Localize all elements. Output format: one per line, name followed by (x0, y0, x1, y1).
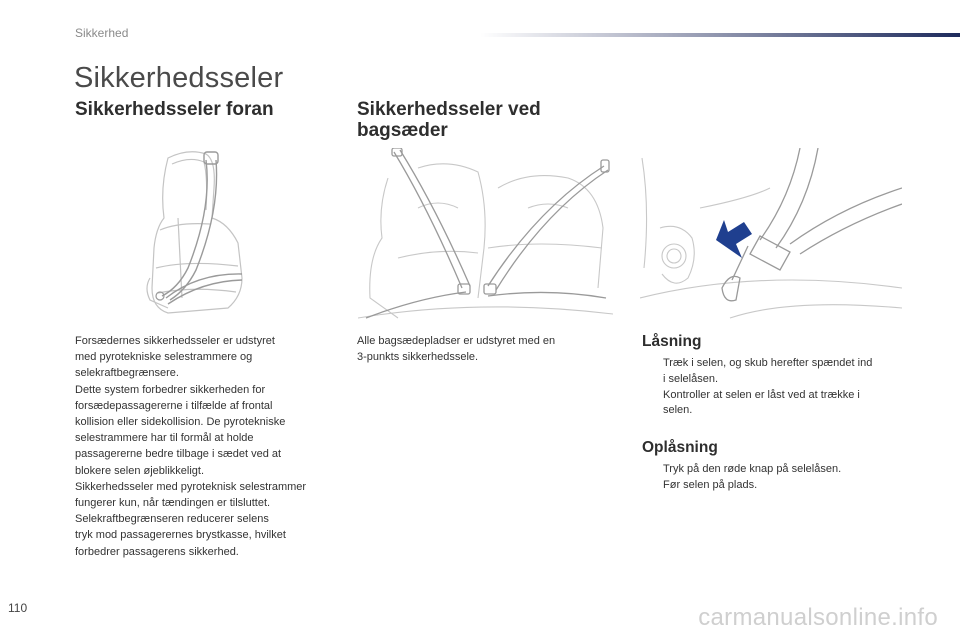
page-title: Sikkerhedsseler (74, 62, 284, 94)
locking-heading: Låsning (642, 333, 702, 350)
front-text-line: passagererne bedre tilbage i sædet ved at (75, 448, 282, 461)
list-item: Før selen på plads. (663, 478, 758, 491)
front-text-line: med pyrotekniske selestrammere og (75, 351, 253, 364)
rear-heading-line: bagsæder (357, 120, 448, 141)
front-seat-illustration (138, 148, 278, 323)
front-text-line: fungerer kun, når tændingen er tilsluttet. (75, 497, 271, 510)
front-text-line: forsædepassagererne i tilfælde af frontal (75, 399, 273, 412)
front-seatbelts-text (75, 333, 345, 560)
list-item: Tryk på den røde knap på selelåsen. (663, 463, 842, 475)
unlocking-heading: Oplåsning (642, 439, 718, 456)
front-text-line: Forsædernes sikkerhedsseler er udstyret (75, 335, 275, 347)
list-item: Træk i selen, og skub herefter spændet ind i selelåsen. (663, 357, 873, 385)
page-number: 110 (8, 601, 28, 615)
watermark: carmanualsonline.info (698, 604, 938, 631)
locking-list (642, 356, 912, 419)
rear-text-line: 3-punkts sikkerhedssele. (357, 351, 479, 364)
front-text-line: Dette system forbedrer sikkerheden for (75, 383, 266, 396)
buckle-illustration (640, 148, 902, 323)
front-text-line: Sikkerhedsseler med pyroteknisk selestrammer (75, 480, 307, 493)
rear-text-line: Alle bagsædepladser er udstyret med en (357, 335, 556, 347)
unlocking-list (642, 462, 912, 494)
front-seatbelts-heading: Sikkerhedsseler foran (75, 99, 274, 120)
front-text-line: blokere selen øjeblikkeligt. (75, 464, 205, 477)
front-text-line: kollision eller sidekollision. De pyrotekniske (75, 416, 286, 429)
rear-seatbelts-heading (357, 99, 541, 141)
front-text-line: selestrammere har til formål at holde (75, 432, 254, 445)
section-header: Sikkerhed (75, 26, 129, 40)
rear-seatbelts-text (357, 333, 607, 365)
rear-heading-line: Sikkerhedsseler ved (357, 99, 541, 120)
front-text-line: Selekraftbegrænseren reducerer selens (75, 513, 269, 526)
list-item: Kontroller at selen er låst ved at trække i selen. (663, 388, 860, 417)
front-text-line: tryk mod passagerernes brystkasse, hvilket (75, 529, 286, 542)
front-text-line: selekraftbegrænsere. (75, 367, 179, 380)
rear-seat-illustration (358, 148, 613, 323)
push-arrow-icon (716, 220, 752, 258)
header-accent-bar (480, 33, 960, 37)
front-text-line: forbedrer passagerens sikkerhed. (75, 545, 239, 558)
